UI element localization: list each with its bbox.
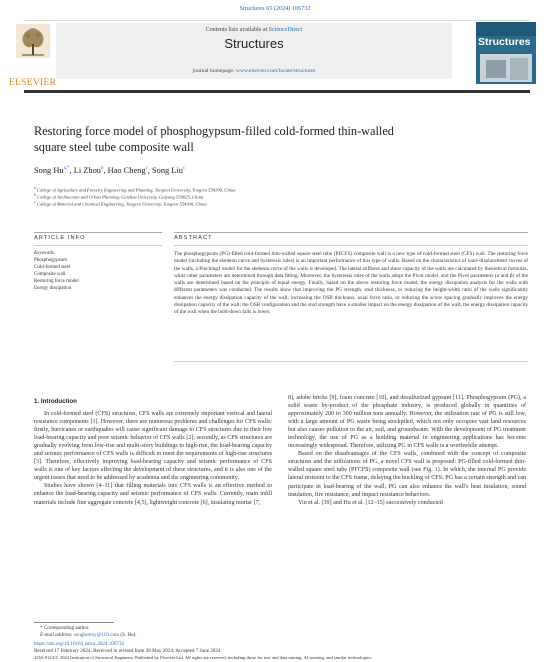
journal-homepage <box>56 68 452 74</box>
affiliation-text: College of Material and Chemical Engineering, Tongren University, Tongren 554300, China <box>36 201 207 207</box>
author-name[interactable]: Li Zhou <box>73 166 101 175</box>
info-top-rule <box>34 232 162 233</box>
author-affiliation-mark[interactable]: b <box>100 166 104 172</box>
keyword: Composite wall <box>34 272 66 277</box>
affiliation-mark: b <box>34 193 36 197</box>
abstract-text: The phosphogypsum (PG)-filled cold-formed thin-walled square steel tube (PFCFS) composite wall is a new type of cold-formed steel (CFS) wall. The restoring force model (including the skeleton curve and hysteresis rules) is an important performance of this type of walls. Based on the characteristics of load–displacement curves of the walls, a Pinching4 model for the skeleton curve of the walls is developed. The lateral stiffness and shear capacity of the walls are calculated by theoretical formulas, while other parameters are determined through data fitting. Moreover, the hysteresis rules of the walls adopt the Pivot model, and the Pivot parameters (α and β) of the walls are determined based on the principle of equal energy. Finally, based on the above restoring force model, the energy dissipation analysis for the walls with different parameters was conducted. The results show that improving the PG strength, stud thickness, or reducing the height-width ratio of the walls significantly enhances the energy dissipation capacity of the wall; increasing the OSB thickness, axial force ratio, or reducing the screw spacing gradually improves the energy dissipation capacity of the wall; the OSB configuration and the stud strength have a smaller impact on the energy dissipation of the wall; the energy dissipation capacity of the wall when the hold-down fails is lower. <box>174 251 528 316</box>
email-suffix: (S. Hu). <box>119 632 137 638</box>
section-heading-introduction: 1. Introduction <box>34 398 77 405</box>
paragraph: In cold-formed steel (CFS) structures, CFS walls are extremely important vertical and lateral resistance components [1]. However, there are numerous problems and challenges for CFS walls: firstly, hurricanes or earthquakes will cause significant damage to CFS structures due to their low load-bearing capacity and poor seismic behavior of CFS walls [2]; secondly, as CFS structures are gradually evolving from low-rise and multi-story buildings to high-rise, the load-bearing capacity and seismic performance of CFS walls is difficult to meet the requirements of high-rise structures [3]. Therefore, effectively improving load-bearing capacity and seismic performance of CFS walls is one of key factors affecting the development of these structures, and it is also one of the urgent issues that need to be addressed by academia and the engineering community. <box>34 411 272 482</box>
affiliation-text: College of Agriculture and Forestry Engineering and Planning, Tongren University, Tongren 554300, China <box>36 187 236 193</box>
header-divider <box>24 90 530 93</box>
article-title <box>34 124 504 155</box>
author-name[interactable]: Song Hu <box>34 166 64 175</box>
keyword: Restoring force model <box>34 279 79 284</box>
paragraph: Studies have shown [4–11] that filling materials into CFS walls is an effective method to enhance the load-bearing capacity and seismic performance of CFS walls. Currently, main infill materials include fine aggregate concrete [4,5], lightweight concrete [6], insulating mortar [7, <box>34 483 272 506</box>
author-affiliation-mark[interactable]: c <box>182 166 186 172</box>
header-top-divider <box>24 20 530 21</box>
author-affiliation-mark[interactable]: a,* <box>63 166 70 172</box>
elsevier-tree-icon <box>16 24 50 58</box>
keywords-label: Keywords: <box>34 251 56 256</box>
body-column-left <box>34 410 272 507</box>
article-footer <box>34 641 524 655</box>
article-title-line: Restoring force model of phosphogypsum-filled cold-formed thin-walled <box>34 124 394 138</box>
footnote-divider <box>34 622 114 623</box>
affiliation-mark: c <box>34 200 36 204</box>
corresponding-author-note: * Corresponding author. <box>40 625 90 631</box>
body-column-right <box>288 394 526 507</box>
sciencedirect-link[interactable]: ScienceDirect <box>268 27 303 33</box>
author-name[interactable]: Song Liu <box>151 166 183 175</box>
email-link[interactable]: songhutrxy@163.com <box>73 632 120 638</box>
paragraph: Yin et al. [39] and Hu et al. [12–15] successively conducted <box>298 499 443 506</box>
received-dates: Received 17 February 2024; Received in revised form 28 May 2024; Accepted 7 June 2024 <box>34 648 221 654</box>
abstract-bottom-rule <box>174 361 528 362</box>
affiliation <box>34 186 504 193</box>
journal-cover[interactable] <box>476 22 536 84</box>
homepage-prefix: journal homepage: <box>192 68 236 74</box>
affiliation <box>34 193 504 200</box>
article-info-heading: ARTICLE INFO <box>34 235 86 241</box>
abstract-sub-rule <box>174 245 528 246</box>
copyright-notice: 2352-0124/© 2024 Institution of Structural Engineers. Published by Elsevier Ltd. All rights are reserved, including those for text and data mining, AI training, and similar technologies. <box>34 655 373 660</box>
elsevier-logo[interactable] <box>12 22 54 80</box>
cover-band <box>476 22 536 36</box>
email-note <box>40 632 137 638</box>
affiliation <box>34 200 504 207</box>
paragraph: Based on the disadvantages of the CFS walls, combined with the concept of composite structures and the utilizations of PG, a novel CFS wall is proposed: PG-filled cold-formed thin-walled square steel tube (PFCFS) composite wall (see Fig. 1). In which, the internal PG provide lateral restraint to the CFS frame, delaying the buckling of CFS; PG has a certain strength and can participate in load-bearing of the wall; PG can also enhance the wall's heat insulation, sound insulation, fire resistance, and impact resistance behaviors. <box>288 451 526 498</box>
keyword: Energy dissipation <box>34 286 72 291</box>
abstract-top-rule <box>174 232 528 233</box>
journal-title: Structures <box>224 36 284 51</box>
author-name[interactable]: Hao Cheng <box>107 166 146 175</box>
info-sub-rule <box>34 245 162 246</box>
abstract-heading: ABSTRACT <box>174 235 213 241</box>
paragraph: 8], adobe bricks [9], foam concrete [10], and desulfurized gypsum [11]. Phosphogypsum (PG), a solid waste by-product of the phosphate industry, is produced globally in quantities of approximately 200 to 300 million tons annually. However, the utilization rate of PG is still low, with a large amount of PG waste being stockpiled, which not only occupies vast land resources but also causes pollution to the air, soil, and groundwater. With the development of PG treatment technology, the use of PG as a building material in engineering applications has become increasingly widespread. Therefore, utilizing PG in CFS walls is a worthwhile attempt. <box>288 395 526 450</box>
homepage-link[interactable]: www.elsevier.com/locate/structures <box>235 68 316 74</box>
author-list: Song $Hu^{a,*}$, Li Zhou$^b$, Hao Cheng$^c$, Song Liu$^c$ <box>34 166 186 175</box>
cover-image-detail <box>510 58 528 80</box>
contents-prefix: Contents lists available at <box>205 27 269 33</box>
cover-title: Structures <box>478 36 531 48</box>
article-title-line: square steel tube composite wall <box>34 139 194 154</box>
contents-line <box>56 27 452 33</box>
journal-reference[interactable]: Structures 65 (2024) 106732 <box>239 5 311 12</box>
affiliation-text: College of Architecture and Urban Planning, Guizhou University, Guiyang 550025, China <box>36 194 204 200</box>
email-label: E-mail address: <box>40 632 74 638</box>
author-affiliation-mark[interactable]: c <box>145 166 148 172</box>
cover-image-detail <box>486 60 506 78</box>
doi-link[interactable]: https://doi.org/10.1016/j.istruc.2024.106732 <box>34 641 125 647</box>
affiliation-mark: a <box>34 186 36 190</box>
keyword: Cold-formed steel <box>34 265 71 270</box>
keyword: Phosphogypsum <box>34 258 68 263</box>
publisher-wordmark: ELSEVIER <box>9 78 57 88</box>
